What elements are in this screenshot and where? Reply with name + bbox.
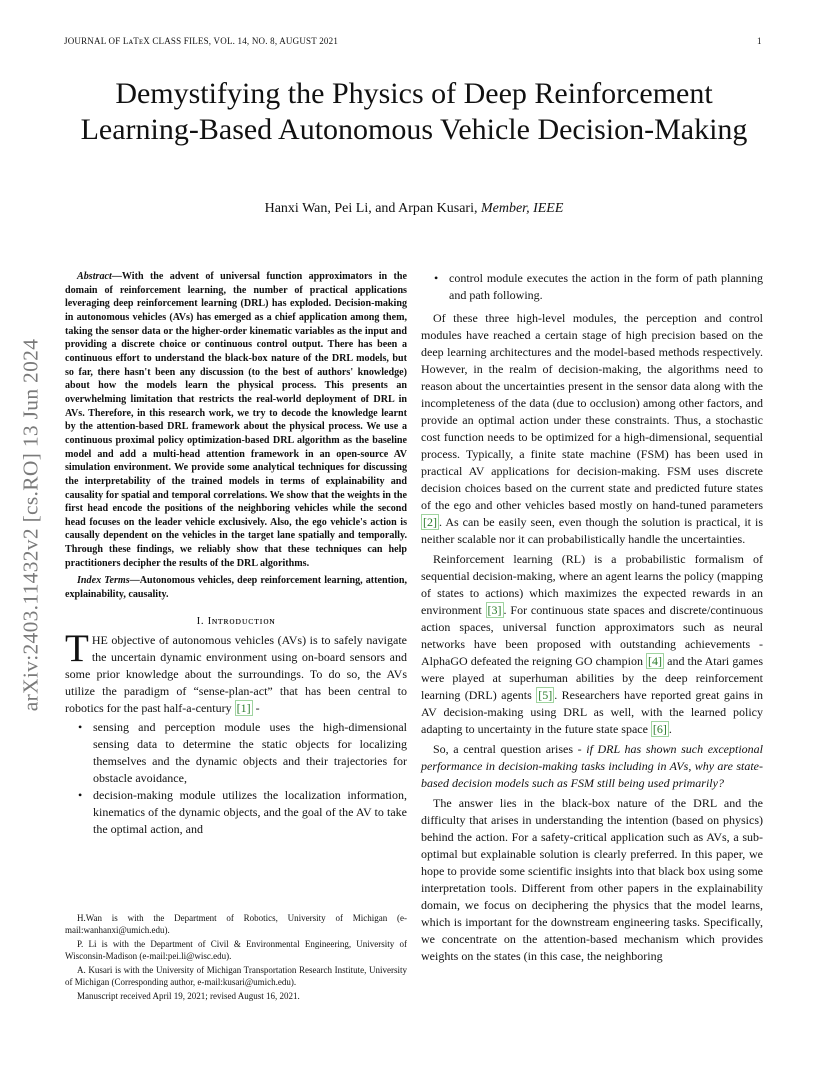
left-column: [65, 270, 407, 838]
list-item: • decision-making module utilizes the localization information, kinematics of the dynamic objects, and the goal of the AV to take the optimal action, and: [65, 787, 407, 838]
intro-p3-text-d: . Researchers have reported great gains in AV decision-making using DRL as well, with the learned policy adapting to uncertainty in the future state space: [421, 688, 763, 736]
intro-paragraph-1: [65, 626, 407, 717]
footnote-manuscript: Manuscript received April 19, 2021; revised August 16, 2021.: [77, 991, 300, 1001]
author-names: Hanxi Wan, Pei Li, and Arpan Kusari,: [264, 201, 481, 216]
paper-title: Demystifying the Physics of Deep Reinforcement Learning-Based Autonomous Vehicle Decision-Making: [80, 77, 748, 146]
abstract-label: Abstract: [77, 271, 112, 282]
abstract: [65, 270, 407, 570]
arxiv-stamp: [16, 290, 46, 760]
intro-paragraph-3: [421, 551, 763, 738]
author-line: [64, 201, 764, 217]
footnotes: [65, 912, 407, 1004]
intro-p2-text: Of these three high-level modules, the perception and control modules have reached a certain stage of high precision based on the deep learning architectures and the model-based methods respectively. However, in the realm of decision-making, the algorithms need to reason about the uncertainties present in the sensor data along with the incompleteness of the data (due to occlusion) among other factors, and provide an optimal action under these constraints. Thus, a stochastic cost function needs to be optimized for a high-dimensional, sequential process. Typically, a finite state machine (FSM) has been used in practical AV applications for decision-making. FSM uses discrete decision choices based on the current state and predicted future states of the ego and other vehicles based mostly on hand-tuned parameters: [421, 311, 763, 512]
intro-paragraph-5: The answer lies in the black-box nature of the DRL and the difficulty that arises in understanding the intention (based on physics) behind the action. For a safety-critical application such as AVs, a sub-optimal but explainable solution is clearly preferred. In this paper, we hope to provide some scientific insights into that black box using some interpretation tools. Different from other papers in the explainability domain, we focus on deciphering the physics that the model learns, which is important for the downstream engineering tasks. Specifically, we concentrate on the attention-based mechanism which provides weights on the states (in this case, the neighboring: [421, 796, 763, 963]
intro-p1-end: -: [252, 700, 260, 715]
citation-link-6[interactable]: [6]: [652, 722, 667, 736]
citation-link-2[interactable]: [2]: [423, 515, 437, 529]
module-list-continued: [421, 270, 763, 304]
running-head: JOURNAL OF LᴀTᴇX CLASS FILES, VOL. 14, NO. 8, AUGUST 2021: [64, 36, 339, 46]
footnote-wan: H.Wan is with the Department of Robotics, University of Michigan (e-mail:wanhanxi@umich.edu).: [65, 913, 407, 935]
module-list: [65, 719, 407, 838]
intro-p4-text: So, a central question arises -: [433, 742, 587, 756]
intro-p1-text: objective of autonomous vehicles (AVs) is to safely navigate the uncertain dynamic environment using on-board sensors and some prior knowledge about the surroundings. To do so, the AVs utilize the paradigm of “sense-plan-act” that has been central to robotics for the past half-a-century: [65, 632, 407, 715]
right-column: [421, 270, 763, 965]
list-item: • control module executes the action in the form of path planning and path following.: [421, 270, 763, 304]
abstract-text: —With the advent of universal function approximators in the domain of reinforcement learning, the number of practical applications leveraging deep reinforcement learning (DRL) has exploded. Decision-making in autonomous vehicles (AVs) has emerged as a chief application among them, taking the sensor data or the higher-order kinematic variables as the input and providing a discrete choice or continuous control output. There has been a continuous effort to understand the black-box nature of the DRL models, but so far, there hasn't been any discussion (to the best of authors' knowledge) about how the models learn the physical process. This presents an overwhelming limitation that restricts the real-world deployment of DRL in AVs. Therefore, in this research work, we try to decode the knowledge learnt by the attention-based DRL framework about the physical process. We use a continuous proximal policy optimization-based DRL algorithm as the baseline model and add a multi-head attention framework in an open-source AV simulation environment. We provide some analytical techniques for discussing the interpretability of the trained models in terms of explainability and causality for spatial and temporal correlations. We show that the weights in the first head encode the positions of the neighboring vehicles while the second head focuses on the leader vehicle exclusively. Also, the ego vehicle's action is causally dependent on the vehicles in the target lane spatially and temporally. Through these findings, we reliably show that these techniques can help practitioners decipher the results of the DRL algorithms.: [65, 271, 407, 569]
citation-link-4[interactable]: [4]: [648, 654, 663, 668]
intro-p3-text-c: and the Atari games were played at superhuman abilities by the deep reinforcement learning (DRL) agents: [421, 654, 763, 702]
intro-paragraph-2: [421, 310, 763, 548]
index-terms-label: Index Terms: [77, 575, 130, 587]
author-membership: Member, IEEE: [480, 201, 564, 216]
intro-p3-text-b: . For continuous state spaces and discrete/continuous action spaces, universal function approximators such as neural networks have been proposed with outstanding achievements - AlphaGO defeated the reigning GO champion: [421, 603, 764, 668]
index-terms: [65, 574, 407, 601]
index-terms-text: —Autonomous vehicles, deep reinforcement learning, attention, explainability, causality.: [65, 575, 407, 601]
intro-p3-text-e: .: [668, 722, 672, 736]
citation-link-3[interactable]: [3]: [487, 603, 502, 617]
list-item: • sensing and perception module uses the high-dimensional sensing data to determine the static objects for localizing themselves and the dynamic objects and their trajectories for obstacle avoidance,: [65, 719, 407, 787]
footnote-li: P. Li is with the Department of Civil & Environmental Engineering, University of Wisconsin-Madison (e-mail:pei.li@wisc.edu).: [65, 939, 407, 961]
lead-caps: HE: [91, 632, 108, 647]
intro-p2-text-end: . As can be easily seen, even though the solution is practical, it is neither scalable nor it can probabilistically handle the uncertainties.: [421, 515, 763, 546]
section-heading-introduction: I. Iɴᴛʀᴏᴅᴜᴄᴛɪᴏɴ: [196, 614, 276, 627]
citation-link-1[interactable]: [1]: [236, 700, 251, 715]
page-number: 1: [757, 36, 762, 46]
arxiv-stamp-text: arXiv:2403.11432v2 [cs.RO] 13 Jun 2024: [18, 338, 43, 712]
citation-link-5[interactable]: [5]: [538, 688, 553, 702]
drop-cap: T: [65, 626, 89, 670]
central-question: if DRL has shown such exceptional performance in decision-making tasks including in AVs, why are state-based decision models such as FSM still being used primarily?: [421, 742, 763, 790]
footnote-kusari: A. Kusari is with the University of Michigan Transportation Research Institute, University of Michigan (Corresponding author, e-mail:kusari@umich.edu).: [65, 965, 407, 987]
intro-p3-text: Reinforcement learning (RL) is a probabilistic formalism of sequential decision-making, where an agent learns the policy (mapping of states to actions) which maximizes the expected rewards in an environment: [421, 552, 763, 617]
intro-paragraph-4: [421, 741, 763, 792]
